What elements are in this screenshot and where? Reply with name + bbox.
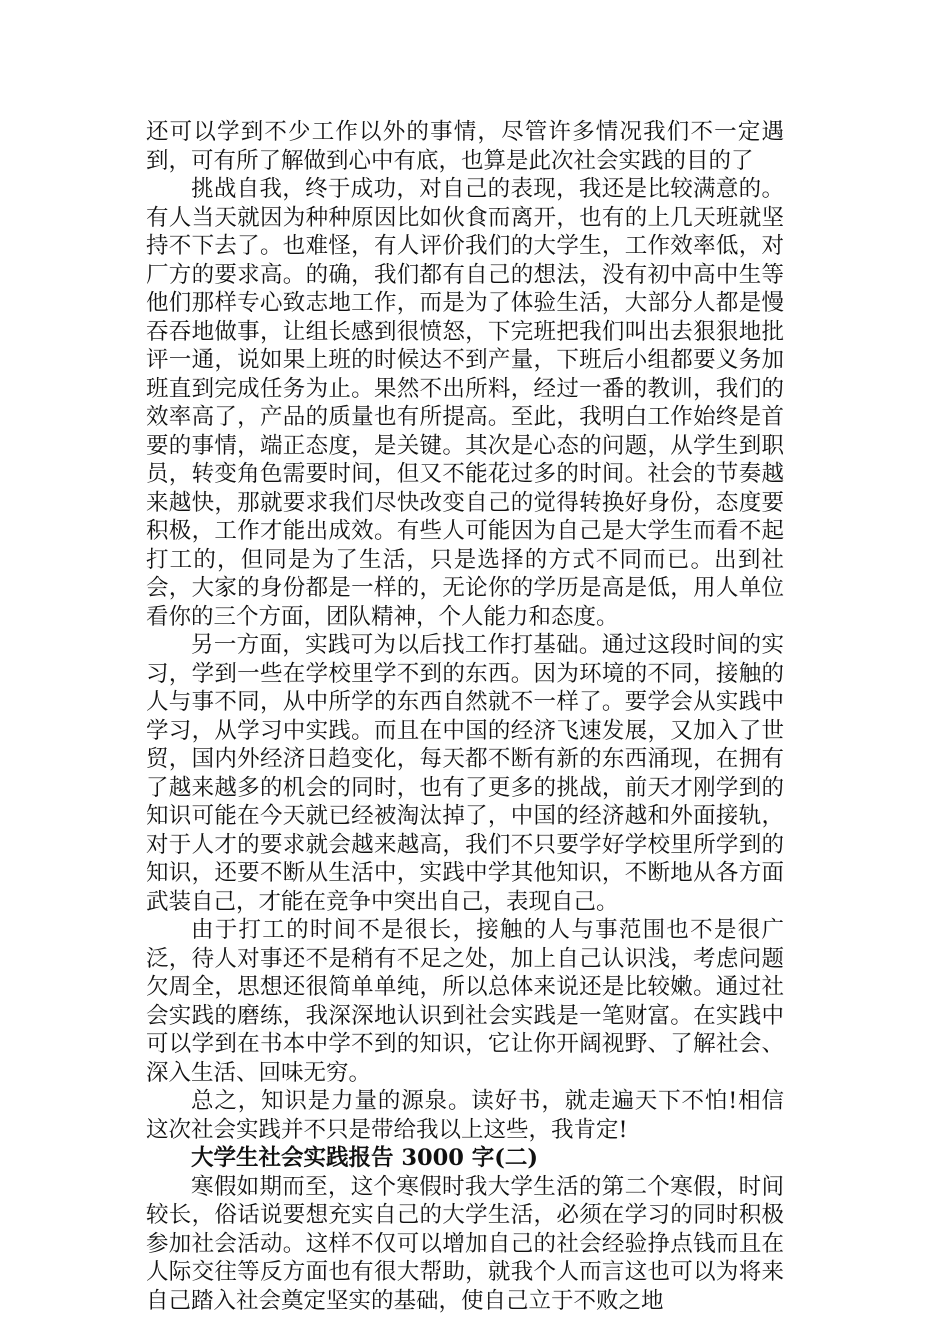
paragraph-job-foundation: 另一方面，实践可为以后找工作打基础。通过这段时间的实习，学到一些在学校里学不到的东西。因为环境的不同，接触的人与事不同，从中所学的东西自然就不一样了。要学会从实践中学习，从学习中实践。而且在中国的经济飞速发展，又加入了世贸，国内外经济日趋变化，每天都不断有新的东西涌现，在拥有了越来越多的机会的同时，也有了更多的挑战，前天才刚学到的知识可能在今天就已经被淘汰掉了，中国的经济越和外面接轨，对于人才的要求就会越来越高，我们不只要学好学校里所学到的知识，还要不断从生活中，实践中学其他知识，不断地从各方面武装自己，才能在竞争中突出自己，表现自己。 [146,632,784,915]
paragraph-continued: 还可以学到不少工作以外的事情，尽管许多情况我们不一定遇到，可有所了解做到心中有底，也算是此次社会实践的目的了 [146,119,784,174]
document-page [146,118,784,1315]
paragraph-reflection: 由于打工的时间不是很长，接触的人与事范围也不是很广泛，待人对事还不是稍有不足之处，加上自己认识浅，考虑问题欠周全，思想还很简单单纯，所以总体来说还是比较嫩。通过社会实践的磨练，我深深地认识到社会实践是一笔财富。在实践中可以学到在书本中学不到的知识，它让你开阔视野、了解社会、深入生活、回味无穷。 [146,917,784,1086]
paragraph-conclusion: 总之，知识是力量的源泉。读好书，就走遍天下不怕!相信这次社会实践并不只是带给我以上这些，我肯定! [146,1088,784,1143]
section-heading: 大学生社会实践报告 3000 字(二) [191,1145,539,1171]
paragraph-challenge-self: 挑战自我，终于成功，对自己的表现，我还是比较满意的。有人当天就因为种种原因比如伙食而离开，也有的上几天班就坚持不下去了。也难怪，有人评价我们的大学生，工作效率低，对厂方的要求高。的确，我们都有自己的想法，没有初中高中生等他们那样专心致志地工作，而是为了体验生活，大部分人都是慢吞吞地做事，让组长感到很愤怒，下完班把我们叫出去狠狠地批评一通，说如果上班的时候达不到产量，下班后小组都要义务加班直到完成任务为止。果然不出所料，经过一番的教训，我们的效率高了，产品的质量也有所提高。至此，我明白工作始终是首要的事情，端正态度，是关键。其次是心态的问题，从学生到职员，转变角色需要时间，但又不能花过多的时间。社会的节奏越来越快，那就要求我们尽快改变自己的觉得转换好身份，态度要积极，工作才能出成效。有些人可能因为自己是大学生而看不起打工的，但同是为了生活，只是选择的方式不同而已。出到社会，大家的身份都是一样的，无论你的学历是高是低，用人单位看你的三个方面，团队精神，个人能力和态度。 [146,176,784,630]
paragraph-winter-break: 寒假如期而至，这个寒假时我大学生活的第二个寒假，时间较长，俗话说要想充实自己的大学生活，必须在学习的同时积极参加社会活动。这样不仅可以增加自己的社会经验挣点钱而且在人际交往等反方面也有很大帮助，就我个人而言这也可以为将来自己踏入社会奠定坚实的基础，使自己立于不败之地 [146,1173,784,1314]
